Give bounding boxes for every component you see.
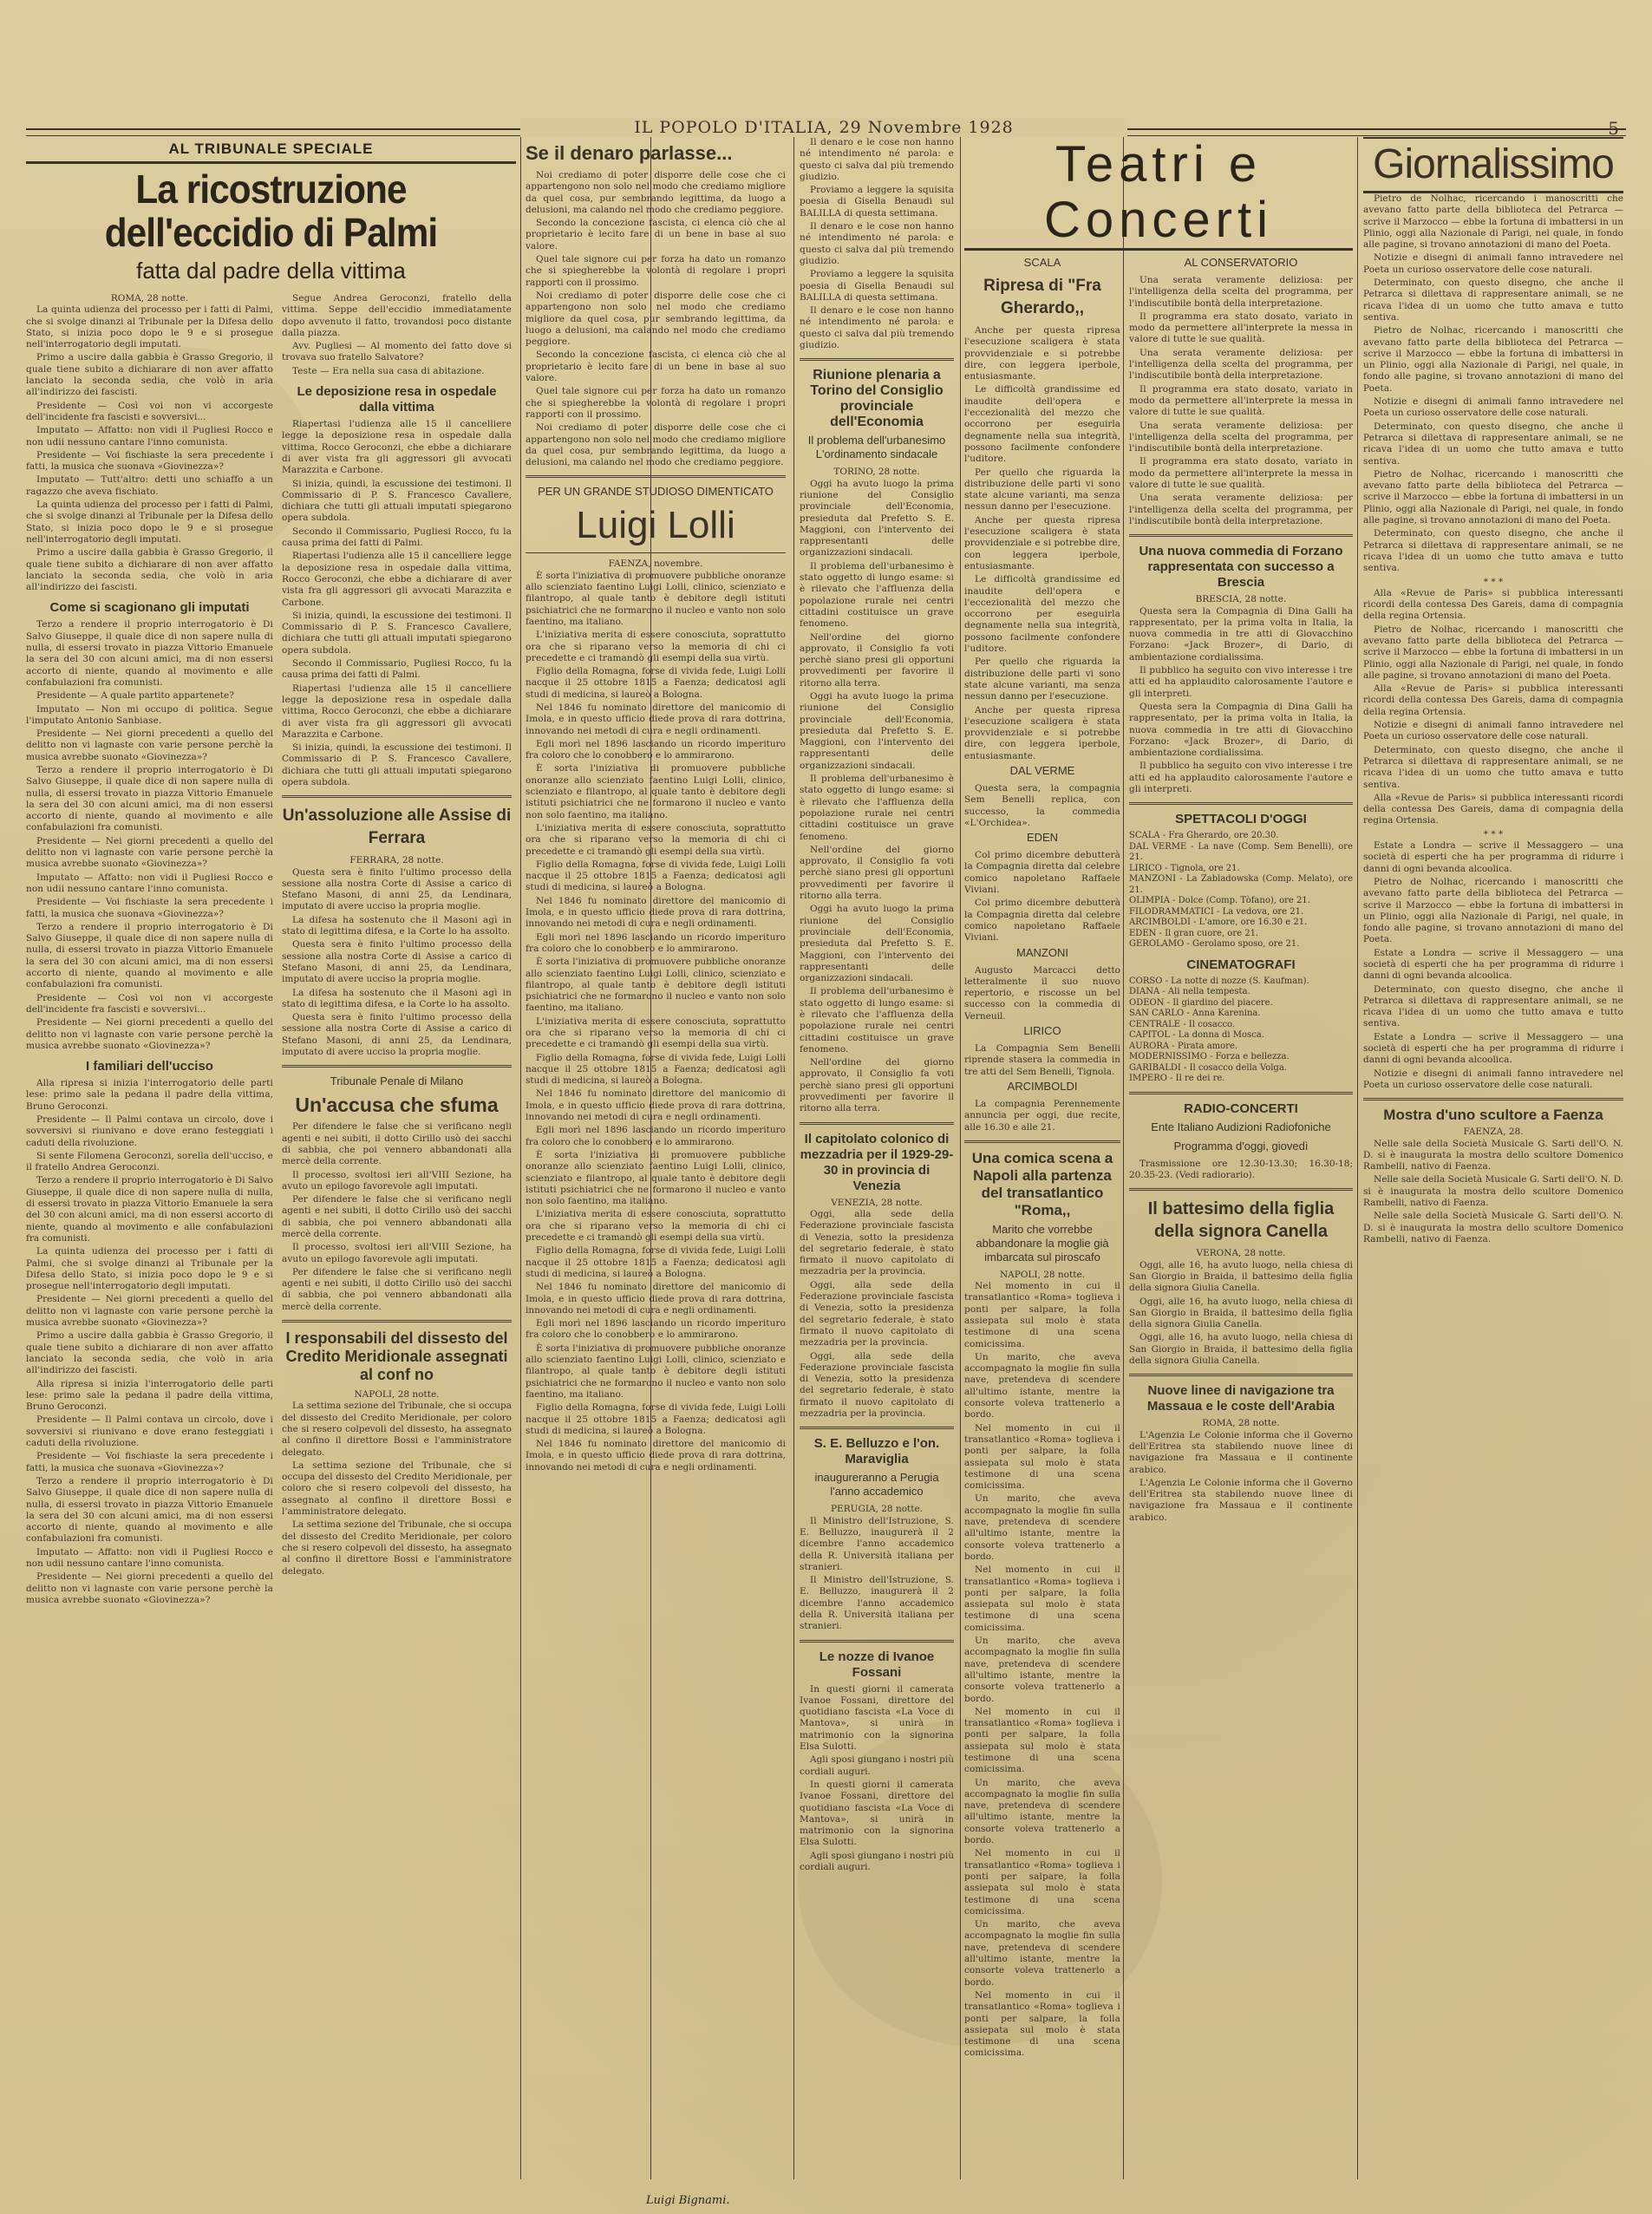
paragraph: Teste — Era nella sua casa di abitazione. <box>292 365 485 376</box>
paragraph: Nel 1846 fu nominato direttore del manicomio di Imola, e in questo ufficio diede prova di rara dottrina, innovando nei metodi di cura e negli ordinamenti. <box>526 1282 786 1316</box>
paragraph: La quinta udienza del processo per i fatti di Palmi, che si svolge dinanzi al Tribunale per la Difesa dello Stato, si inizia poco dopo le 9 e si prosegue nell'interrogatorio degli imputati. <box>26 500 273 545</box>
tribunale-article <box>26 137 516 2179</box>
paragraph: Riapertasi l'udienza alle 15 il cancelliere legge la deposizione resa in ospedale dalla vittima, Rocco Geroconzi, che ebbe a dichiarare di aver vista fra gli aggressori gli avvocati Marazzita e Carbone. <box>282 551 512 608</box>
paragraph: Nelle sale della Società Musicale G. Sarti dell'O. N. D. si è inaugurata la mostra dello scultore Domenico Rambelli, nativo di Faenza. <box>1363 1138 1623 1172</box>
venue-arcimboldi: ARCIMBOLDI <box>1007 1079 1078 1093</box>
listing-line: GEROLAMO - Gerolamo sposo, ore 21. <box>1129 939 1300 950</box>
paragraph: Riapertasi l'udienza alle 15 il cancelliere legge la deposizione resa in ospedale dalla vittima, Rocco Geroconzi, che ebbe a dichiarare di aver vista fra gli aggressori gli avvocati Marazzita e Carbone. <box>282 682 512 740</box>
paragraph: Terzo a rendere il proprio interrogatorio è Di Salvo Giuseppe, il quale dice di non sapere nulla di nulla, di essersi trovato in piazza Vittorio Emanuele la sera del 30 con alcuni amici, ma di non essersi accorto di niente, quando al movimento e alle confabulazioni fra comunisti. <box>26 1175 273 1244</box>
paragraph: Per difendere le false che si verificano negli agenti e nei subiti, il dotto Cirillo usò dei sacchi di sabbia, che poi vennero abbandonati alla mercè della corrente. <box>282 1121 512 1167</box>
paragraph: Il problema dell'urbanesimo è stato oggetto di lungo esame: si è rilevato che l'affluenza della popolazione rurale nei centri cittadini costituisce un grave fenomeno. <box>800 986 954 1055</box>
paragraph: Secondo il Commissario, Pugliesi Rocco, fu la causa prima dei fatti di Palmi. <box>282 658 512 681</box>
paragraph: La difesa ha sostenuto che il Masoni agì in stato di legittima difesa, e la Corte lo ha assolto. <box>282 987 512 1009</box>
paragraph: Nel 1846 fu nominato direttore del manicomio di Imola, e in questo ufficio diede prova di rara dottrina, innovando nei metodi di cura e negli ordinamenti. <box>526 1439 786 1473</box>
paragraph: Oggi ha avuto luogo la prima riunione del Consiglio provinciale dell'Economia, presieduta dal Prefetto S. E. Maggioni, con l'intervento dei rappresentanti delle organizzazioni sindacali. <box>800 478 954 558</box>
paragraph: Determinato, con questo disegno, che anche il Petrarca si dilettava di rappresentare animali, se ne ricava l'idea di un uomo che tutto amava e tutto sentiva. <box>1363 421 1623 467</box>
kicker-lolli: PER UN GRANDE STUDIOSO DIMENTICATO <box>538 485 774 499</box>
dateline: ROMA, 28 notte. <box>110 293 189 304</box>
paragraph: Oggi, alla sede della Federazione provinciale fascista di Venezia, sotto la presidenza del segretario federale, è stato firmato il nuovo capitolato di mezzadria per la provincia. <box>800 1350 954 1420</box>
dateline: FAENZA, novembre. <box>608 558 703 570</box>
paragraph: Le difficoltà grandissime ed inaudite dell'opera e l'eccezionalità del mezzo che occorrono per eseguirla degnamente nella sua integrità, possono facilmente confondere l'uditore. <box>964 384 1120 465</box>
paragraph: Terzo a rendere il proprio interrogatorio è Di Salvo Giuseppe, il quale dice di non sapere nulla di nulla, di essersi trovato in piazza Vittorio Emanuele la sera del 30 con alcuni amici, ma di non essersi accorto di niente, quando al movimento e alle confabulazioni fra comunisti. <box>26 764 273 833</box>
paragraph: Il Ministro dell'Istruzione, S. E. Belluzzo, inaugurerà il 2 dicembre l'anno accademico della R. Università italiana per stranieri. <box>800 1515 954 1572</box>
paragraph: Imputato — Affatto: non vidi il Pugliesi Rocco e non udii nessuno cantare l'inno comunista. <box>26 1546 273 1569</box>
paragraph: Anche per questa ripresa l'esecuzione scaligera è stata provvidenziale e si potrebbe dire, con leggera iperbole, entusiasmante. <box>964 704 1120 761</box>
paragraph: È sorta l'iniziativa di promuovere pubbliche onoranze allo scienziato faentino Luigi Lolli, clinico, scienziato e filantropo, al quale tanto è debitore degli istituti psichiatrici che ne formarono il nucleo e vanto non solo faentino, ma italiano. <box>526 1149 786 1207</box>
paragraph: Nell'ordine del giorno approvato, il Consiglio fa voti perchè siano presi gli opportuni provvedimenti per favorire il ritorno alla terra. <box>800 631 954 689</box>
paragraph: Pietro de Nolhac, ricercando i manoscritti che avevano fatto parte della biblioteca del Petrarca — scrive il Marzocco — ebbe la fortuna di imbattersi in un Plinio, oggi alla Nazionale di Parigi, nel quale, in fondo alle pagine, si trovano annotazioni di mano del Poeta. <box>1363 193 1623 251</box>
paragraph: Oggi, alle 16, ha avuto luogo, nella chiesa di San Giorgio in Braida, il battesimo della figlia della signora Giulia Canella. <box>1129 1259 1353 1294</box>
paragraph: Un marito, che aveva accompagnato la moglie fin sulla nave, pretendeva di scendere all'ultimo istante, mentre la consorte voleva trattenerlo a bordo. <box>964 1636 1120 1704</box>
paragraph: È sorta l'iniziativa di promuovere pubbliche onoranze allo scienziato faentino Luigi Lolli, clinico, scienziato e filantropo, al quale tanto è debitore degli istituti psichiatrici che ne formarono il nucleo e vanto non solo faentino, ma italiano. <box>526 570 786 627</box>
paragraph: Augusto Marcacci detto letteralmente il suo nuovo repertorio, e riscosse un bel successo con la commedia di Verneuil. <box>964 964 1120 1022</box>
paragraph: Presidente — Voi fischiaste la sera precedente i fatti, la musica che suonava «Giovinezza»? <box>26 897 273 919</box>
paragraph: Nel momento in cui il transatlantico «Roma» toglieva i ponti per salpare, la folla assiepata sul molo è stata testimone di una scena comicissima. <box>964 1564 1120 1633</box>
paragraph: La difesa ha sostenuto che il Masoni agì in stato di legittima difesa, e la Corte lo ha assolto. <box>282 914 512 937</box>
masthead-title: IL POPOLO D'ITALIA, 29 Novembre 1928 <box>520 118 1127 137</box>
paragraph: Figlio della Romagna, forse di vivida fede, Luigi Lolli nacque il 25 ottobre 1815 a Faenza; dedicatosi agli studi di medicina, si laureò a Bologna. <box>526 1402 786 1436</box>
listing-line: LIRICO - Tignola, ore 21. <box>1129 863 1240 873</box>
paragraph: Anche per questa ripresa l'esecuzione scaligera è stata provvidenziale e si potrebbe dire, con leggera iperbole, entusiasmante. <box>964 325 1120 382</box>
headline-lolli: Luigi Lolli <box>576 504 735 547</box>
paragraph: Agli sposi giungano i nostri più cordiali auguri. <box>800 1850 954 1873</box>
paragraph: Un marito, che aveva accompagnato la moglie fin sulla nave, pretendeva di scendere all'ultimo istante, mentre la consorte voleva trattenerlo a bordo. <box>964 1493 1120 1562</box>
paragraph: Le difficoltà grandissime ed inaudite dell'opera e l'eccezionalità del mezzo che occorrono per eseguirla degnamente nella sua integrità, possono facilmente confondere l'uditore. <box>964 574 1120 655</box>
dateline: PERUGIA, 28 notte. <box>830 1504 924 1515</box>
section-title-giornalissimo: Giornalissimo <box>1363 137 1623 193</box>
paragraph: Oggi, alle 16, ha avuto luogo, nella chiesa di San Giorgio in Braida, il battesimo della figlia della signora Giulia Canella. <box>1129 1332 1353 1367</box>
paragraph: È sorta l'iniziativa di promuovere pubbliche onoranze allo scienziato faentino Luigi Lolli, clinico, scienziato e filantropo, al quale tanto è debitore degli istituti psichiatrici che ne formarono il nucleo e vanto non solo faentino, ma italiano. <box>526 763 786 820</box>
dateline: VENEZIA, 28 notte. <box>831 1197 923 1208</box>
listing-line: SAN CARLO - Anna Karenina. <box>1129 1009 1261 1019</box>
paragraph: Terzo a rendere il proprio interrogatorio è Di Salvo Giuseppe, il quale dice di non sapere nulla di nulla, di essersi trovato in piazza Vittorio Emanuele la sera del 30 con alcuni amici, ma di non essersi accorto di niente, quando al movimento e alle confabulazioni fra comunisti. <box>26 619 273 688</box>
paragraph: Questa sera è finito l'ultimo processo della sessione alla nostra Corte di Assise a carico di Stefano Masoni, di anni 25, da Lendinara, imputato di avere ucciso la propria moglie. <box>282 939 512 985</box>
paragraph: Noi crediamo di poter disporre delle cose che ci appartengono non solo nel modo che crediamo migliore da quel cosa, pur sembrando legittima, da luogo a delusioni, ma calando nel modo che crediamo peggiore. <box>526 170 786 215</box>
paragraph: Nel momento in cui il transatlantico «Roma» toglieva i ponti per salpare, la folla assiepata sul molo è stata testimone di una scena comicissima. <box>964 1706 1120 1775</box>
heading-spettacoli: SPETTACOLI D'OGGI <box>1175 812 1307 827</box>
paragraph: Il denaro e le cose non hanno né intendimento né parola: e questo ci salva dal più tremendo giudizio. <box>800 221 954 266</box>
paragraph: Nelle sale della Società Musicale G. Sarti dell'O. N. D. si è inaugurata la mostra dello scultore Domenico Rambelli, nativo di Faenza. <box>1363 1174 1623 1209</box>
paragraph: Una serata veramente deliziosa: per l'intelligenza della scelta del programma, per l'indiscutibile bontà della interpretazione. <box>1129 347 1353 382</box>
listing-line: OLIMPIA - Dolce (Comp. Tòfano), ore 21. <box>1129 896 1310 906</box>
paragraph: Il programma era stato dosato, variato in modo da permettere all'interprete la messa in valore di tutte le sue qualità. <box>1129 383 1353 418</box>
paragraph: Per difendere le false che si verificano negli agenti e nei subiti, il dotto Cirillo usò dei sacchi di sabbia, che poi vennero abbandonati alla mercè della corrente. <box>282 1194 512 1239</box>
listing-line: DIANA - Ali nella tempesta. <box>1129 987 1250 997</box>
denaro-lolli-column <box>526 137 786 2179</box>
paragraph: Nelle sale della Società Musicale G. Sarti dell'O. N. D. si è inaugurata la mostra dello scultore Domenico Rambelli, nativo di Faenza. <box>1363 1211 1623 1244</box>
headline-truffa: Un'accusa che sfuma <box>295 1094 499 1117</box>
paragraph: Il programma era stato dosato, variato in modo da permettere all'interprete la messa in valore di tutte le sue qualità. <box>1129 456 1353 491</box>
paragraph: Una serata veramente deliziosa: per l'intelligenza della scelta del programma, per l'indiscutibile bontà della interpretazione. <box>1129 275 1353 309</box>
divider-stars: * * * <box>1483 576 1504 587</box>
headline-belluzzo: S. E. Belluzzo e l'on. Maraviglia <box>813 1436 940 1467</box>
paragraph: Figlio della Romagna, forse di vivida fede, Luigi Lolli nacque il 25 ottobre 1815 a Faenza; dedicatosi agli studi di medicina, si laureò a Bologna. <box>526 859 786 893</box>
dateline: FERRARA, 28 notte. <box>349 855 444 866</box>
paragraph: Si sente Filomena Geroconzi, sorella dell'ucciso, e il fratello Andrea Geroconzi. <box>26 1150 273 1173</box>
paragraph: Segue Andrea Geroconzi, fratello della vittima. Seppe dell'eccidio immediatamente dopo avvenuto il fatto, trovandosi poco distante dalla piazza. <box>282 293 512 338</box>
paragraph: Trasmissione ore 12.30-13.30; 16.30-18; 20.35-23. (Vedi radiorario). <box>1129 1158 1353 1181</box>
divider <box>282 1320 512 1323</box>
headline-ferrara: Un'assoluzione alle Assise di Ferrara <box>282 807 512 848</box>
tribunale-header <box>26 137 516 164</box>
venue-manzoni: MANZONI <box>1016 945 1068 959</box>
divider <box>800 1122 954 1125</box>
paragraph: Questa sera è finito l'ultimo processo della sessione alla nostra Corte di Assise a carico di Stefano Masoni, di anni 25, da Lendinara, imputato di avere ucciso la propria moglie. <box>282 866 512 912</box>
paragraph: Nel momento in cui il transatlantico «Roma» toglieva i ponti per salpare, la folla assiepata sul molo è stata testimone di una scena comicissima. <box>964 1989 1120 2059</box>
paragraph: Un marito, che aveva accompagnato la moglie fin sulla nave, pretendeva di scendere all'ultimo istante, mentre la consorte voleva trattenerlo a bordo. <box>964 1919 1120 1988</box>
paragraph: Presidente — A quale partito appartenete? <box>36 690 234 702</box>
listing-line: SCALA - Fra Gherardo, ore 20.30. <box>1129 831 1279 841</box>
listing-line: CAPITOL - La donna di Mosca. <box>1129 1030 1264 1041</box>
divider <box>1129 1374 1353 1376</box>
paragraph: Secondo la concezione fascista, ci elenca ciò che al proprietario è lecito fare di un bene in base al suo valore. <box>526 349 786 384</box>
paragraph: In questi giorni il camerata Ivanoe Fossani, direttore del quotidiano fascista «La Voce di Mantova», si unirà in matrimonio con la signorina Elsa Sulotti. <box>800 1779 954 1848</box>
headline-napoli: Una comica scena a Napoli alla partenza del transatlantico "Roma,, <box>971 1149 1113 1218</box>
paragraph: Oggi, alla sede della Federazione provinciale fascista di Venezia, sotto la presidenza del segretario federale, è stato firmato il nuovo capitolato di mezzadria per la provincia. <box>800 1208 954 1277</box>
paragraph: Presidente — Nei giorni precedenti a quello del delitto non vi lagnaste con varie persone perchè la musica avrebbe suonato «Giovinezza»? <box>26 1017 273 1051</box>
economia-column <box>800 137 954 2179</box>
paragraph: Noi crediamo di poter disporre delle cose che ci appartengono non solo nel modo che crediamo migliore da quel cosa, pur sembrando legittima, da luogo a delusioni, ma calando nel modo che crediamo peggiore. <box>526 290 786 348</box>
paragraph: Pietro de Nolhac, ricercando i manoscritti che avevano fatto parte della biblioteca del Petrarca — scrive il Marzocco — ebbe la fortuna di imbattersi in un Plinio, oggi alla Nazionale di Parigi, nel quale, in fondo alle pagine, si trovano annotazioni di mano del Poeta. <box>1363 624 1623 681</box>
divider <box>526 552 786 553</box>
paragraph: La compagnia Perennemente annuncia per oggi, due recite, alle 16.30 e alle 21. <box>964 1098 1120 1133</box>
divider <box>526 475 786 478</box>
paragraph: Alla «Revue de Paris» si pubblica interessanti ricordi della contessa Des Gareis, dama di compagnia della regina Ortensia. <box>1363 792 1623 826</box>
paragraph: La settima sezione del Tribunale, che si occupa del dissesto del Credito Meridionale, per coloro che si resero colpevoli del dissesto, ha assegnato al confino il direttore Bossi e l'amministratore delegato. <box>282 1519 512 1577</box>
paragraph: L'Agenzia Le Colonie informa che il Governo dell'Eritrea sta stabilendo nuove linee di navigazione fra Massaua e il continente arabico. <box>1129 1477 1353 1523</box>
listing-line: AURORA - Pirata amore. <box>1129 1041 1238 1051</box>
paragraph: Riapertasi l'udienza alle 15 il cancelliere legge la deposizione resa in ospedale dalla vittima, Rocco Geroconzi, che ebbe a dichiarare di aver vista fra gli aggressori gli avvocati Marazzita e Carbone. <box>282 419 512 476</box>
divider <box>1129 1092 1353 1094</box>
listing-line: CORSO - La notte di nozze (S. Kaufman). <box>1129 976 1309 986</box>
headline-mostra: Mostra d'uno scultore a Faenza <box>1383 1107 1603 1124</box>
paragraph: Alla ripresa si inizia l'interrogatorio delle parti lese: primo sale la pedana il padre della vittima, Bruno Geroconzi. <box>26 1078 273 1112</box>
paragraph: Presidente — Voi fischiaste la sera precedente i fatti, la musica che suonava «Giovinezza»? <box>26 1451 273 1473</box>
paragraph: Oggi ha avuto luogo la prima riunione del Consiglio provinciale dell'Economia, presieduta dal Prefetto S. E. Maggioni, con l'intervento dei rappresentanti delle organizzazioni sindacali. <box>800 690 954 771</box>
paragraph: Imputato — Affatto: non vidi il Pugliesi Rocco e non udii nessuno cantare l'inno comunista. <box>26 425 273 447</box>
paragraph: Determinato, con questo disegno, che anche il Petrarca si dilettava di rappresentare animali, se ne ricava l'idea di un uomo che tutto amava e tutto sentiva. <box>1363 528 1623 574</box>
listing-line: MANZONI - La Zabladowska (Comp. Melato), ore 21. <box>1129 874 1353 895</box>
dateline: BRESCIA, 28 notte. <box>1195 594 1287 605</box>
column-rule <box>1357 137 1358 2179</box>
radio-subtitle: Ente Italiano Audizioni Radiofoniche <box>1151 1120 1331 1133</box>
paragraph: Si inizia, quindi, la escussione dei testimoni. Il Commissario di P. S. Francesco Cavallere, dichiara che tutti gli attuali imputati spiegarono opera subdola. <box>282 610 512 656</box>
subhead-napoli: Marito che vorrebbe abbandonare la moglie già imbarcata sul piroscafo <box>976 1222 1109 1264</box>
divider <box>800 1640 954 1643</box>
paragraph: Egli morì nel 1896 lasciando un ricordo imperituro fra coloro che lo conobbero e lo ammirarono. <box>526 738 786 761</box>
paragraph: Questa sera, la compagnia Sem Benelli replica, con successo, la commedia «L'Orchidea». <box>964 782 1120 828</box>
paragraph: L'iniziativa merita di essere conosciuta, soprattutto ora che si riparano verso la memoria di chi ci precedette e ci tramandò gli esempi della sua virtù. <box>526 1209 786 1244</box>
paragraph: Secondo il Commissario, Pugliesi Rocco, fu la causa prima dei fatti di Palmi. <box>282 526 512 549</box>
paragraph: Il processo, svoltosi ieri all'VIII Sezione, ha avuto un epilogo favorevole agli imputati. <box>282 1242 512 1264</box>
listing-line: IMPERO - Il re dei re. <box>1129 1074 1225 1084</box>
divider <box>1129 802 1353 805</box>
paragraph: Egli morì nel 1896 lasciando un ricordo imperituro fra coloro che lo conobbero e lo ammirarono. <box>526 1125 786 1147</box>
subhead-suspects: Come si scagionano gli imputati <box>49 600 250 616</box>
paragraph: Oggi ha avuto luogo la prima riunione del Consiglio provinciale dell'Economia, presieduta dal Prefetto S. E. Maggioni, con l'intervento dei rappresentanti delle organizzazioni sindacali. <box>800 904 954 984</box>
paragraph: Determinato, con questo disegno, che anche il Petrarca si dilettava di rappresentare animali, se ne ricava l'idea di un uomo che tutto amava e tutto sentiva. <box>1363 278 1623 323</box>
paragraph: Noi crediamo di poter disporre delle cose che ci appartengono non solo nel modo che crediamo migliore da quel cosa, pur sembrando legittima, da luogo a delusioni, ma calando nel modo che crediamo peggiore. <box>526 422 786 468</box>
paragraph: Presidente — Nei giorni precedenti a quello del delitto non vi lagnaste con varie persone perchè la musica avrebbe suonato «Giovinezza»? <box>26 1294 273 1329</box>
paragraph: Quel tale signore cui per forza ha dato un romanzo che si spiegherebbe la volontà di regolare i propri rapporti con il prossimo. <box>526 386 786 420</box>
paragraph: Egli morì nel 1896 lasciando un ricordo imperituro fra coloro che lo conobbero e lo ammirarono. <box>526 931 786 954</box>
paragraph: Presidente — Nei giorni precedenti a quello del delitto non vi lagnaste con varie persone perchè la musica avrebbe suonato «Giovinezza»? <box>26 1571 273 1605</box>
paragraph: La Compagnia Sem Benelli riprende stasera la commedia in tre atti del Sem Benelli, Tignola. <box>964 1043 1120 1077</box>
paragraph: Si inizia, quindi, la escussione dei testimoni. Il Commissario di P. S. Francesco Cavallere, dichiara che tutti gli attuali imputati spiegarono opera subdola. <box>282 742 512 787</box>
headline-navigazione: Nuove linee di navigazione tra Massaua e le coste dell'Arabia <box>1146 1383 1335 1414</box>
paragraph: Presidente — Così voi non vi accorgeste dell'incidente fra fascisti e sovversivi... <box>26 992 273 1015</box>
divider <box>800 358 954 361</box>
paragraph: Una serata veramente deliziosa: per l'intelligenza della scelta del programma, per l'indiscutibile bontà della interpretazione. <box>1129 420 1353 454</box>
headline-palmi: La ricostruzione dell'eccidio di Palmi <box>104 167 438 255</box>
listing-line: DAL VERME - La nave (Comp. Sem Benelli), ore 21. <box>1129 841 1353 863</box>
listing-line: MODERNISSIMO - Forza e bellezza. <box>1129 1052 1290 1062</box>
paragraph: Presidente — Nei giorni precedenti a quello del delitto non vi lagnaste con varie persone perchè la musica avrebbe suonato «Giovinezza»? <box>26 728 273 762</box>
dateline: VERONA, 28 notte. <box>1196 1248 1286 1259</box>
headline-gherardo: Ripresa di "Fra Gherardo,, <box>983 277 1101 317</box>
paragraph: Nel momento in cui il transatlantico «Roma» toglieva i ponti per salpare, la folla assiepata sul molo è stata testimone di una scena comicissima. <box>964 1848 1120 1917</box>
paragraph: L'iniziativa merita di essere conosciuta, soprattutto ora che si riparano verso la memoria di chi ci precedette e ci tramandò gli esempi della sua virtù. <box>526 1016 786 1050</box>
divider <box>282 795 512 798</box>
listing-line: FILODRAMMATICI - La vedova, ore 21. <box>1129 906 1304 917</box>
paragraph: È sorta l'iniziativa di promuovere pubbliche onoranze allo scienziato faentino Luigi Lolli, clinico, scienziato e filantropo, al quale tanto è debitore degli istituti psichiatrici che ne formarono il nucleo e vanto non solo faentino, ma italiano. <box>526 1342 786 1400</box>
paragraph: Primo a uscire dalla gabbia è Grasso Gregorio, il quale tiene subito a dichiarare di non aver affatto lanciato la seconda sedia, che volò in aria all'indirizzo dei fascisti. <box>26 547 273 593</box>
paragraph: La quinta udienza del processo per i fatti di Palmi, che si svolge dinanzi al Tribunale per la Difesa dello Stato, si inizia poco dopo le 9 e si prosegue nell'interrogatorio degli imputati. <box>26 1246 273 1292</box>
paragraph: Presidente — Il Palmi contava un circolo, dove i sovversivi si riunivano e dove erano festeggiati i caduti della rivoluzione. <box>26 1114 273 1148</box>
paragraph: Il Ministro dell'Istruzione, S. E. Belluzzo, inaugurerà il 2 dicembre l'anno accademico della R. Università italiana per stranieri. <box>800 1575 954 1632</box>
paragraph: Un marito, che aveva accompagnato la moglie fin sulla nave, pretendeva di scendere all'ultimo istante, mentre la consorte voleva trattenerlo a bordo. <box>964 1777 1120 1846</box>
paragraph: Per quello che riguarda la distribuzione delle parti vi sono state alcune varianti, ma senza nessun danno per l'esecuzione. <box>964 656 1120 702</box>
paragraph: Imputato — Non mi occupo di politica. Segue l'imputato Antonio Sanbiase. <box>26 703 273 726</box>
paragraph: Il pubblico ha seguito con vivo interesse i tre atti ed ha applaudito calorosamente l'autore e gli interpreti. <box>1129 665 1353 699</box>
paragraph: Agli sposi giungano i nostri più cordiali auguri. <box>800 1754 954 1777</box>
headline-canella: Il battesimo della figlia della signora Canella <box>1147 1199 1335 1242</box>
paragraph: Nell'ordine del giorno approvato, il Consiglio fa voti perchè siano presi gli opportuni provvedimenti per favorire il ritorno alla terra. <box>800 844 954 902</box>
paragraph: Presidente — Così voi non vi accorgeste dell'incidente fra fascisti e sovversivi... <box>26 400 273 422</box>
section-kicker: AL TRIBUNALE SPECIALE <box>168 140 374 157</box>
listing-line: ODEON - Il giardino del piacere. <box>1129 997 1273 1008</box>
signature-bignami: Luigi Bignami. <box>646 2194 730 2207</box>
listing-line: EDEN - Il gran cuore, ore 21. <box>1129 928 1259 938</box>
venue-conservatorio: AL CONSERVATORIO <box>1184 256 1298 269</box>
divider-stars: * * * <box>1483 828 1504 839</box>
paragraph: Col primo dicembre debutterà la Compagnia diretta dal celebre comico napoletano Raffaele Viviani. <box>964 850 1120 896</box>
paragraph: Proviamo a leggere la squisita poesia di Gisella Benaudi sul BALILLA di questa settimana. <box>800 269 954 303</box>
paragraph: Questa sera la Compagnia di Dina Galli ha rappresentato, per la prima volta in Italia, la nuova commedia in tre atti di Giovacchino Forzano: «Jack Brozer», di Dario, di ambientazione cordialissima. <box>1129 605 1353 663</box>
listing-line: ARCIMBOLDI - L'amore, ore 16.30 e 21. <box>1129 918 1308 928</box>
paragraph: L'iniziativa merita di essere conosciuta, soprattutto ora che si riparano verso la memoria di chi ci precedette e ci tramandò gli esempi della sua virtù. <box>526 822 786 857</box>
paragraph: Notizie e disegni di animali fanno intravedere nel Poeta un curioso osservatore delle cose naturali. <box>1363 396 1623 419</box>
paragraph: Nel 1846 fu nominato direttore del manicomio di Imola, e in questo ufficio diede prova di rara dottrina, innovando nei metodi di cura e negli ordinamenti. <box>526 1088 786 1123</box>
paragraph: Il processo, svoltosi ieri all'VIII Sezione, ha avuto un epilogo favorevole agli imputati. <box>282 1169 512 1192</box>
paragraph: Proviamo a leggere la squisita poesia di Gisella Benaudi sul BALILLA di questa settimana. <box>800 185 954 219</box>
paragraph: Una serata veramente deliziosa: per l'intelligenza della scelta del programma, per l'indiscutibile bontà della interpretazione. <box>1129 493 1353 526</box>
venue-lirico: LIRICO <box>1023 1024 1061 1038</box>
paragraph: Nell'ordine del giorno approvato, il Consiglio fa voti perchè siano presi gli opportuni provvedimenti per favorire il ritorno alla terra. <box>800 1057 954 1114</box>
heading-radio: RADIO-CONCERTI <box>1184 1100 1298 1116</box>
listing-line: CENTRALE - Il cosacco. <box>1129 1019 1236 1029</box>
paragraph: Notizie e disegni di animali fanno intravedere nel Poeta un curioso osservatore delle cose naturali. <box>1363 720 1623 742</box>
dateline: ROMA, 28 notte. <box>1202 1418 1280 1429</box>
paragraph: L'Agenzia Le Colonie informa che il Governo dell'Eritrea sta stabilendo nuove linee di navigazione fra Massaua e il continente arabico. <box>1129 1429 1353 1475</box>
page-number: 5 <box>1608 118 1619 139</box>
listing-line: GARIBALDI - Il cosacco della Volga. <box>1129 1062 1287 1073</box>
divider <box>1363 1098 1623 1100</box>
paragraph: Estate a Londra — scrive il Messaggero — una società di esperti che ha per programma di ridurre i danni di ogni bevanda alcoolica. <box>1363 947 1623 982</box>
paragraph: Presidente — Nei giorni precedenti a quello del delitto non vi lagnaste con varie persone perchè la musica avrebbe suonato «Giovinezza»? <box>26 835 273 870</box>
paragraph: Il denaro e le cose non hanno né intendimento né parola: e questo ci salva dal più tremendo giudizio. <box>800 137 954 182</box>
venue-dalverme: DAL VERME <box>1009 763 1075 777</box>
paragraph: Il programma era stato dosato, variato in modo da permettere all'interprete la messa in valore di tutte le sue qualità. <box>1129 310 1353 345</box>
paragraph: Notizie e disegni di animali fanno intravedere nel Poeta un curioso osservatore delle cose naturali. <box>1363 252 1623 275</box>
paragraph: Secondo la concezione fascista, ci elenca ciò che al proprietario è lecito fare di un bene in base al suo valore. <box>526 218 786 251</box>
paragraph: Quel tale signore cui per forza ha dato un romanzo che si spiegherebbe la volontà di regolare i propri rapporti con il prossimo. <box>526 254 786 288</box>
paragraph: Col primo dicembre debutterà la Compagnia diretta dal celebre comico napoletano Raffaele Viviani. <box>964 898 1120 944</box>
paragraph: Alla ripresa si inizia l'interrogatorio delle parti lese: primo sale la pedana il padre della vittima, Bruno Geroconzi. <box>26 1378 273 1413</box>
divider <box>282 1065 512 1068</box>
paragraph: Presidente — Voi fischiaste la sera precedente i fatti, la musica che suonava «Giovinezza»? <box>26 449 273 473</box>
paragraph: Il problema dell'urbanesimo è stato oggetto di lungo esame: si è rilevato che l'affluenza della popolazione rurale nei centri cittadini costituisce un grave fenomeno. <box>800 774 954 842</box>
paragraph: La settima sezione del Tribunale, che si occupa del dissesto del Credito Meridionale, per coloro che si resero colpevoli del dissesto, ha assegnato al confino il direttore Bossi e l'amministratore delegato. <box>282 1401 512 1458</box>
paragraph: Anche per questa ripresa l'esecuzione scaligera è stata provvidenziale e si potrebbe dire, con leggera iperbole, entusiasmante. <box>964 514 1120 571</box>
dateline: FAENZA, 28. <box>1463 1127 1524 1138</box>
paragraph: Nel momento in cui il transatlantico «Roma» toglieva i ponti per salpare, la folla assiepata sul molo è stata testimone di una scena comicissima. <box>964 1422 1120 1492</box>
dateline: TORINO, 28 notte. <box>833 467 920 478</box>
subhead-family: I familiari dell'ucciso <box>86 1059 213 1074</box>
dateline: NAPOLI, 28 notte. <box>354 1389 440 1401</box>
paragraph: Nel 1846 fu nominato direttore del manicomio di Imola, e in questo ufficio diede prova di rara dottrina, innovando nei metodi di cura e negli ordinamenti. <box>526 895 786 930</box>
divider <box>964 1140 1120 1143</box>
dateline: NAPOLI, 28 notte. <box>999 1269 1085 1280</box>
giornalissimo-column <box>1363 137 1623 2179</box>
paragraph: Pietro de Nolhac, ricercando i manoscritti che avevano fatto parte della biblioteca del Petrarca — scrive il Marzocco — ebbe la fortuna di imbattersi in un Plinio, oggi alla Nazionale di Parigi, nel quale, in fondo alle pagine, si trovano annotazioni di mano del Poeta. <box>1363 325 1623 394</box>
section-title-teatri: Teatri e Concerti <box>964 137 1353 251</box>
paragraph: La settima sezione del Tribunale, che si occupa del dissesto del Credito Meridionale, per coloro che si resero colpevoli del dissesto, ha assegnato al confino il direttore Bossi e l'amministratore delegato. <box>282 1460 512 1518</box>
paragraph: Estate a Londra — scrive il Messaggero — una società di esperti che ha per programma di ridurre i danni di ogni bevanda alcoolica. <box>1363 840 1623 874</box>
paragraph: Un marito, che aveva accompagnato la moglie fin sulla nave, pretendeva di scendere all'ultimo istante, mentre la consorte voleva trattenerlo a bordo. <box>964 1351 1120 1420</box>
paragraph: Figlio della Romagna, forse di vivida fede, Luigi Lolli nacque il 25 ottobre 1815 a Faenza; dedicatosi agli studi di medicina, si laureò a Bologna. <box>526 1052 786 1087</box>
paragraph: Notizie e disegni di animali fanno intravedere nel Poeta un curioso osservatore delle cose naturali. <box>1363 1068 1623 1090</box>
paragraph: Primo a uscire dalla gabbia è Grasso Gregorio, il quale tiene subito a dichiarare di non aver affatto lanciato la seconda sedia, che volò in aria all'indirizzo dei fascisti. <box>26 352 273 398</box>
paragraph: Si inizia, quindi, la escussione dei testimoni. Il Commissario di P. S. Francesco Cavallere, dichiara che tutti gli attuali imputati spiegarono opera subdola. <box>282 478 512 524</box>
paragraph: Il pubblico ha seguito con vivo interesse i tre atti ed ha applaudito calorosamente l'autore e gli interpreti. <box>1129 761 1353 794</box>
paragraph: Estate a Londra — scrive il Messaggero — una società di esperti che ha per programma di ridurre i danni di ogni bevanda alcoolica. <box>1363 1031 1623 1066</box>
teatri-section <box>964 137 1353 2179</box>
paragraph: Terzo a rendere il proprio interrogatorio è Di Salvo Giuseppe, il quale dice di non sapere nulla di nulla, di essersi trovato in piazza Vittorio Emanuele la sera del 30 con alcuni amici, ma di non essersi accorto di niente, quando al movimento e alle confabulazioni fra comunisti. <box>26 1475 273 1545</box>
paragraph: Alla «Revue de Paris» si pubblica interessanti ricordi della contessa Des Gareis, dama di compagnia della regina Ortensia. <box>1363 683 1623 717</box>
headline-mezzadria: Il capitolato colonico di mezzadria per il 1929-29-30 in provincia di Venezia <box>800 1131 954 1193</box>
divider <box>1129 534 1353 537</box>
paragraph: In questi giorni il camerata Ivanoe Fossani, direttore del quotidiano fascista «La Voce di Mantova», si unirà in matrimonio con la signorina Elsa Sulotti. <box>800 1683 954 1753</box>
heading-cinema: CINEMATOGRAFI <box>1186 957 1296 972</box>
subhead-belluzzo: inaugureranno a Perugia l'anno accademico <box>814 1471 939 1499</box>
paragraph: Figlio della Romagna, forse di vivida fede, Luigi Lolli nacque il 25 ottobre 1815 a Faenza; dedicatosi agli studi di medicina, si laureò a Bologna. <box>526 1245 786 1279</box>
paragraph: Il denaro e le cose non hanno né intendimento né parola: e questo ci salva dal più tremendo giudizio. <box>800 305 954 351</box>
paragraph: Per quello che riguarda la distribuzione delle parti vi sono state alcune varianti, ma senza nessun danno per l'esecuzione. <box>964 467 1120 513</box>
teatri-col-b <box>1129 254 1353 2061</box>
subheadline-palmi: fatta dal padre della vittima <box>136 258 406 284</box>
paragraph: Imputato — Tutt'altro: detti uno schiaffo a un ragazzo che aveva fischiato. <box>26 474 273 497</box>
paragraph: L'iniziativa merita di essere conosciuta, soprattutto ora che si riparano verso la memoria di chi ci precedette e ci tramandò gli esempi della sua virtù. <box>526 630 786 663</box>
venue-scala: SCALA <box>1023 256 1061 269</box>
paragraph: La quinta udienza del processo per i fatti di Palmi, che si svolge dinanzi al Tribunale per la Difesa dello Stato, si inizia poco dopo le 9 e si prosegue nell'interrogatorio degli imputati. <box>26 304 273 350</box>
paragraph: Oggi, alle 16, ha avuto luogo, nella chiesa di San Giorgio in Braida, il battesimo della figlia della signora Giulia Canella. <box>1129 1296 1353 1330</box>
radio-program: Programma d'oggi, giovedì <box>1173 1139 1309 1153</box>
paragraph: Determinato, con questo disegno, che anche il Petrarca si dilettava di rappresentare animali, se ne ricava l'idea di un uomo che tutto amava e tutto sentiva. <box>1363 983 1623 1029</box>
tribunale-col-b <box>282 293 512 1608</box>
paragraph: Il problema dell'urbanesimo è stato oggetto di lungo esame: si è rilevato che l'affluenza della popolazione rurale nei centri cittadini costituisce un grave fenomeno. <box>800 560 954 630</box>
subhead-torino: Il problema dell'urbanesimo L'ordinamento sindacale <box>807 434 946 461</box>
paragraph: Oggi, alla sede della Federazione provinciale fascista di Venezia, sotto la presidenza del segretario federale, è stato firmato il nuovo capitolato di mezzadria per la provincia. <box>800 1279 954 1349</box>
headline-denaro: Se il denaro parlasse... <box>526 142 733 164</box>
tribunale-col-a <box>26 293 273 1608</box>
divider <box>800 1427 954 1429</box>
paragraph: Pietro de Nolhac, ricercando i manoscritti che avevano fatto parte della biblioteca del Petrarca — scrive il Marzocco — ebbe la fortuna di imbattersi in un Plinio, oggi alla Nazionale di Parigi, nel quale, in fondo alle pagine, si trovano annotazioni di mano del Poeta. <box>1363 876 1623 945</box>
teatri-col-a <box>964 254 1120 2061</box>
headline-forzano: Una nuova commedia di Forzano rappresentata con successo a Brescia <box>1139 544 1343 591</box>
paragraph: Presidente — Il Palmi contava un circolo, dove i sovversivi si riunivano e dove erano festeggiati i caduti della rivoluzione. <box>26 1414 273 1449</box>
paragraph: È sorta l'iniziativa di promuovere pubbliche onoranze allo scienziato faentino Luigi Lolli, clinico, scienziato e filantropo, al quale tanto è debitore degli istituti psichiatrici che ne formarono il nucleo e vanto non solo faentino, ma italiano. <box>526 957 786 1014</box>
venue-eden: EDEN <box>1026 831 1059 845</box>
column-rule <box>793 137 794 2179</box>
paragraph: Avv. Pugliesi — Al momento del fatto dove si trovava suo fratello Salvatore? <box>282 341 512 363</box>
paragraph: Primo a uscire dalla gabbia è Grasso Gregorio, il quale tiene subito a dichiarare di non aver affatto lanciato la seconda sedia, che volò in aria all'indirizzo dei fascisti. <box>26 1330 273 1376</box>
paragraph: Questa sera è finito l'ultimo processo della sessione alla nostra Corte di Assise a carico di Stefano Masoni, di anni 25, da Lendinara, imputato di avere ucciso la propria moglie. <box>282 1012 512 1058</box>
paragraph: Terzo a rendere il proprio interrogatorio è Di Salvo Giuseppe, il quale dice di non sapere nulla di nulla, di essersi trovato in piazza Vittorio Emanuele la sera del 30 con alcuni amici, ma di non essersi accorto di niente, quando al movimento e alle confabulazioni fra comunisti. <box>26 921 273 990</box>
divider <box>1129 1188 1353 1191</box>
paragraph: Pietro de Nolhac, ricercando i manoscritti che avevano fatto parte della biblioteca del Petrarca — scrive il Marzocco — ebbe la fortuna di imbattersi in un Plinio, oggi alla Nazionale di Parigi, nel quale, in fondo alle pagine, si trovano annotazioni di mano del Poeta. <box>1363 468 1623 526</box>
headline-dissesto: I responsabili del dissesto del Credito Meridionale assegnati al conf no <box>285 1329 508 1384</box>
column-rule <box>960 137 961 2179</box>
column-rule <box>520 137 521 2179</box>
headline-torino: Riunione plenaria a Torino del Consiglio provinciale dell'Economia <box>810 368 944 430</box>
kicker-tribunale-milano: Tribunale Penale di Milano <box>330 1074 464 1088</box>
headline-fossani: Le nozze di Ivanoe Fossani <box>819 1649 935 1680</box>
subhead-deposition: Le deposizione resa in ospedale dalla vittima <box>297 384 497 415</box>
paragraph: Nel 1846 fu nominato direttore del manicomio di Imola, e in questo ufficio diede prova di rara dottrina, innovando nei metodi di cura e negli ordinamenti. <box>526 702 786 736</box>
paragraph: Figlio della Romagna, forse di vivida fede, Luigi Lolli nacque il 25 ottobre 1815 a Faenza; dedicatosi agli studi di medicina, si laureò a Bologna. <box>526 666 786 700</box>
paragraph: Imputato — Affatto: non vidi il Pugliesi Rocco e non udii nessuno cantare l'inno comunista. <box>26 872 273 894</box>
paragraph: Per difendere le false che si verificano negli agenti e nei subiti, il dotto Cirillo usò dei sacchi di sabbia, che poi vennero abbandonati alla mercè della corrente. <box>282 1266 512 1312</box>
paragraph: Alla «Revue de Paris» si pubblica interessanti ricordi della contessa Des Gareis, dama di compagnia della regina Ortensia. <box>1363 587 1623 622</box>
paragraph: Egli morì nel 1896 lasciando un ricordo imperituro fra coloro che lo conobbero e lo ammirarono. <box>526 1318 786 1341</box>
paragraph: Nel momento in cui il transatlantico «Roma» toglieva i ponti per salpare, la folla assiepata sul molo è stata testimone di una scena comicissima. <box>964 1281 1120 1349</box>
paragraph: Questa sera la Compagnia di Dina Galli ha rappresentato, per la prima volta in Italia, la nuova commedia in tre atti di Giovacchino Forzano: «Jack Brozer», di Dario, di ambientazione cordialissima. <box>1129 701 1353 759</box>
paragraph: Determinato, con questo disegno, che anche il Petrarca si dilettava di rappresentare animali, se ne ricava l'idea di un uomo che tutto amava e tutto sentiva. <box>1363 744 1623 790</box>
